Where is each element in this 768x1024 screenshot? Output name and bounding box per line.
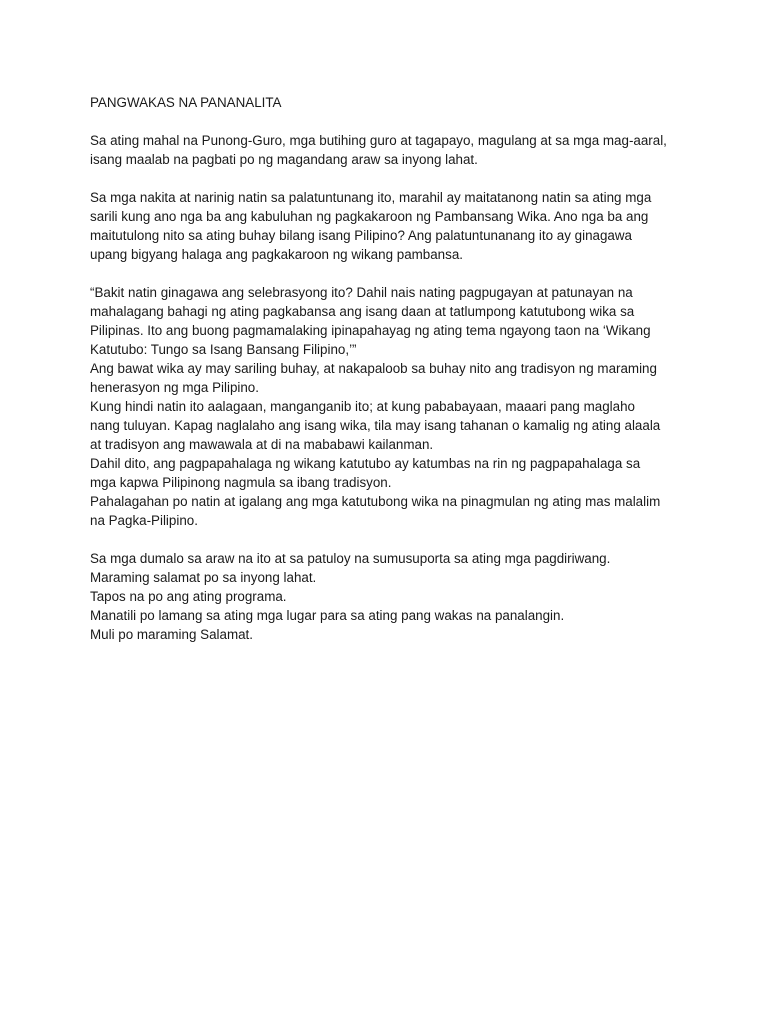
text-line: Katutubo: Tungo sa Isang Bansang Filipino,’” (90, 342, 357, 357)
text-line: Muli po maraming Salamat. (90, 627, 253, 642)
text-line: at tradisyon ang mawawala at di na mababawi kailanman. (90, 437, 434, 452)
text-line: maitutulong nito sa ating buhay bilang isang Pilipino? Ang palatuntunanang ito ay ginagawa (90, 228, 632, 243)
document-title: PANGWAKAS NA PANANALITA (90, 95, 282, 110)
text-line: upang bigyang halaga ang pagkakaroon ng wikang pambansa. (90, 247, 463, 262)
text-line: Sa ating mahal na Punong-Guro, mga butihing guro at tagapayo, magulang at sa mga mag-aaral, (90, 133, 667, 148)
text-line: henerasyon ng mga Pilipino. (90, 380, 259, 395)
text-line: Ang bawat wika ay may sariling buhay, at nakapaloob sa buhay nito ang tradisyon ng maraming (90, 361, 657, 376)
text-line: sarili kung ano nga ba ang kabuluhan ng pagkakaroon ng Pambansang Wika. Ano nga ba ang (90, 209, 649, 224)
greeting-paragraph (90, 131, 690, 169)
text-line: isang maalab na pagbati po ng magandang araw sa inyong lahat. (90, 152, 478, 167)
text-line: Pahalagahan po natin at igalang ang mga katutubong wika na pinagmulan ng ating mas malalim (90, 494, 661, 509)
intro-paragraph (90, 188, 690, 264)
text-line: Maraming salamat po sa inyong lahat. (90, 570, 317, 585)
body-paragraph (90, 283, 690, 530)
text-line: “Bakit natin ginagawa ang selebrasyong ito? Dahil nais nating pagpugayan at patunayan na (90, 285, 633, 300)
text-line: Tapos na po ang ating programa. (90, 589, 287, 604)
text-line: na Pagka-Pilipino. (90, 513, 198, 528)
text-line: Kung hindi natin ito aalagaan, manganganib ito; at kung pababayaan, maaari pang maglaho (90, 399, 635, 414)
text-line: Pilipinas. Ito ang buong pagmamalaking ipinapahayag ng ating tema ngayong taon na ‘Wikang (90, 323, 651, 338)
text-line: mahalagang bahagi ng ating pagkabansa ang isang daan at tatlumpong katutubong wika sa (90, 304, 635, 319)
text-line: mga kapwa Pilipinong nagmula sa ibang tradisyon. (90, 475, 392, 490)
document-content (90, 93, 690, 663)
closing-paragraph (90, 549, 690, 644)
text-line: Dahil dito, ang pagpapahalaga ng wikang katutubo ay katumbas na rin ng pagpapahalaga sa (90, 456, 641, 471)
text-line: Sa mga nakita at narinig natin sa palatuntunang ito, marahil ay maitatanong natin sa ating mga (90, 190, 652, 205)
text-line: Manatili po lamang sa ating mga lugar para sa ating pang wakas na panalangin. (90, 608, 565, 623)
text-line: nang tuluyan. Kapag naglalaho ang isang wika, tila may isang tahanan o kamalig ng ating alaala (90, 418, 661, 433)
text-line: Sa mga dumalo sa araw na ito at sa patuloy na sumusuporta sa ating mga pagdiriwang. (90, 551, 611, 566)
